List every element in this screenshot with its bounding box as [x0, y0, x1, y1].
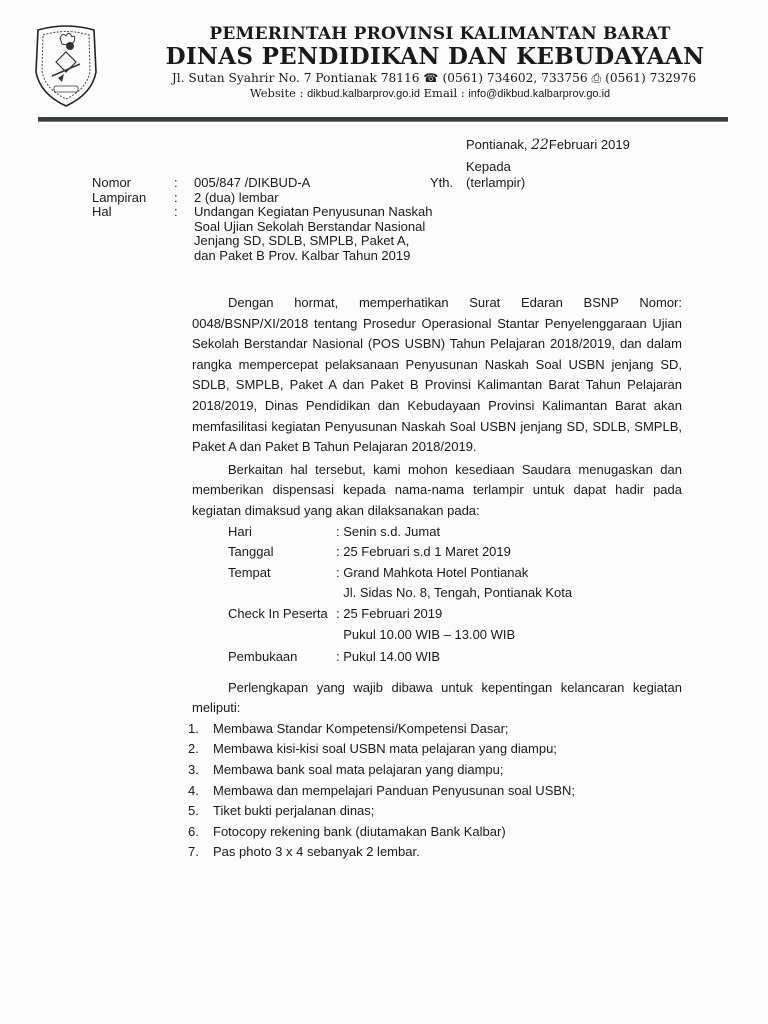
website-label: Website : — [249, 86, 304, 100]
detail-row: Check In Peserta : 25 Februari 2019 — [228, 605, 443, 621]
detail-row: Pukul 10.00 WIB – 13.00 WIB — [336, 626, 516, 642]
paragraph-3: Perlengkapan yang wajib dibawa untuk kepentingan kelancaran kegiatan meliputi: — [192, 679, 682, 716]
fax-icon: ⎙ — [591, 71, 602, 85]
letterhead — [130, 24, 730, 101]
meta-nomor: Nomor : 005/847 /DIKBUD-A — [92, 176, 454, 191]
list-item: 3. Membawa bank soal mata pelajaran yang diampu; — [188, 762, 504, 778]
letterhead-divider — [38, 117, 728, 122]
subject: Undangan Kegiatan Penyusunan Naskah Soal Ujian Sekolah Berstandar Nasional Jenjang SD, SDLB, SMPLB, Paket A, dan Paket B Prov. Kalbar Tahun 2019 — [194, 204, 433, 263]
address-line — [138, 70, 730, 86]
yth-label: Yth. — [430, 175, 454, 190]
detail-row: Jl. Sidas No. 8, Tengah, Pontianak Kota — [336, 585, 573, 601]
government-name: PEMERINTAH PROVINSI KALIMANTAN BARAT — [209, 24, 671, 44]
address: Jl. Sutan Syahrir No. 7 Pontianak 78116 — [171, 71, 420, 85]
list-item: 1. Membawa Standar Kompetensi/Kompetensi Dasar; — [188, 720, 509, 736]
requirements-list — [188, 719, 682, 863]
meta-hal: Hal : Undangan Kegiatan Penyusunan Naskah Soal Ujian Sekolah Berstandar Nasional Jenjang SD, SDLB, SMPLB, Paket A, dan Paket B Prov. Kalbar Tahun 2019 — [92, 205, 454, 263]
email-label: Email : — [423, 86, 465, 100]
letter-meta — [92, 176, 454, 263]
list-item: 7. Pas photo 3 x 4 sebanyak 2 lembar. — [188, 844, 420, 860]
coat-of-arms-icon — [32, 24, 100, 108]
meta-lampiran: Lampiran : 2 (dua) lembar — [92, 189, 279, 205]
phone: (0561) 734602, 733756 — [442, 71, 588, 85]
detail-row: Pembukaan : Pukul 14.00 WIB — [228, 649, 441, 665]
list-item: 5. Tiket bukti perjalanan dinas; — [188, 803, 375, 819]
paragraph-2: Berkaitan hal tersebut, kami mohon kesediaan Saudara menugaskan dan memberikan dispensasi kepada nama-nama terlampir untuk dapat hadir pada kegiatan dimaksud yang akan dilaksanakan pada: — [192, 461, 682, 518]
list-item: 2. Membawa kisi-kisi soal USBN mata pelajaran yang diampu; — [188, 741, 557, 757]
handwritten-day: 22 — [531, 137, 549, 153]
event-details — [228, 522, 682, 668]
email-link[interactable]: info@dikbud.kalbarprov.go.id — [468, 88, 611, 100]
letter-date: Pontianak, 22Februari 2019 — [466, 137, 630, 153]
letter-number: 005/847 /DIKBUD-A — [194, 175, 311, 190]
contact-line — [130, 86, 730, 101]
list-item: 4. Membawa dan mempelajari Panduan Penyusunan soal USBN; — [188, 782, 576, 798]
department-name: DINAS PENDIDIKAN DAN KEBUDAYAAN — [165, 43, 705, 70]
letter-body — [188, 293, 682, 863]
detail-row: Hari : Senin s.d. Jumat — [228, 523, 441, 539]
detail-row: Tempat : Grand Mahkota Hotel Pontianak — [228, 564, 529, 580]
paragraph-1: Dengan hormat, memperhatikan Surat Edaran BSNP Nomor: 0048/BSNP/XI/2018 tentang Prosedur Operasional Stantar Penyelenggaraan Ujian Sekolah Berstandar Nasional (POS USBN) Tahun Pelajaran 2018/2019, dan dalam rangka mempercepat pelaksanaan Penyusunan Naskah Soal USBN jenjang SD, SDLB, SMPLB, Paket A dan Paket B Provinsi Kalimantan Barat Tahun Pelajaran 2018/2019, Dinas Pendidikan dan Kebudayaan Provinsi Kalimantan Barat akan memfasilitasi kegiatan Penyusunan Naskah Soal USBN jenjang SD, SDLB, SMPLB, Paket A dan Paket B Tahun Pelajaran 2018/2019. — [192, 295, 682, 455]
detail-row: Tanggal : 25 Februari s.d 1 Maret 2019 — [228, 544, 511, 560]
date-recipient-block — [466, 134, 630, 177]
phone-icon: ☎ — [423, 71, 439, 85]
recipient: (terlampir) — [466, 175, 526, 190]
fax: (0561) 732976 — [605, 71, 697, 85]
list-item: 6. Fotocopy rekening bank (diutamakan Bank Kalbar) — [188, 823, 506, 839]
website-link[interactable]: dikbud.kalbarprov.go.id — [307, 88, 420, 100]
to-label: Kepada — [466, 159, 511, 174]
